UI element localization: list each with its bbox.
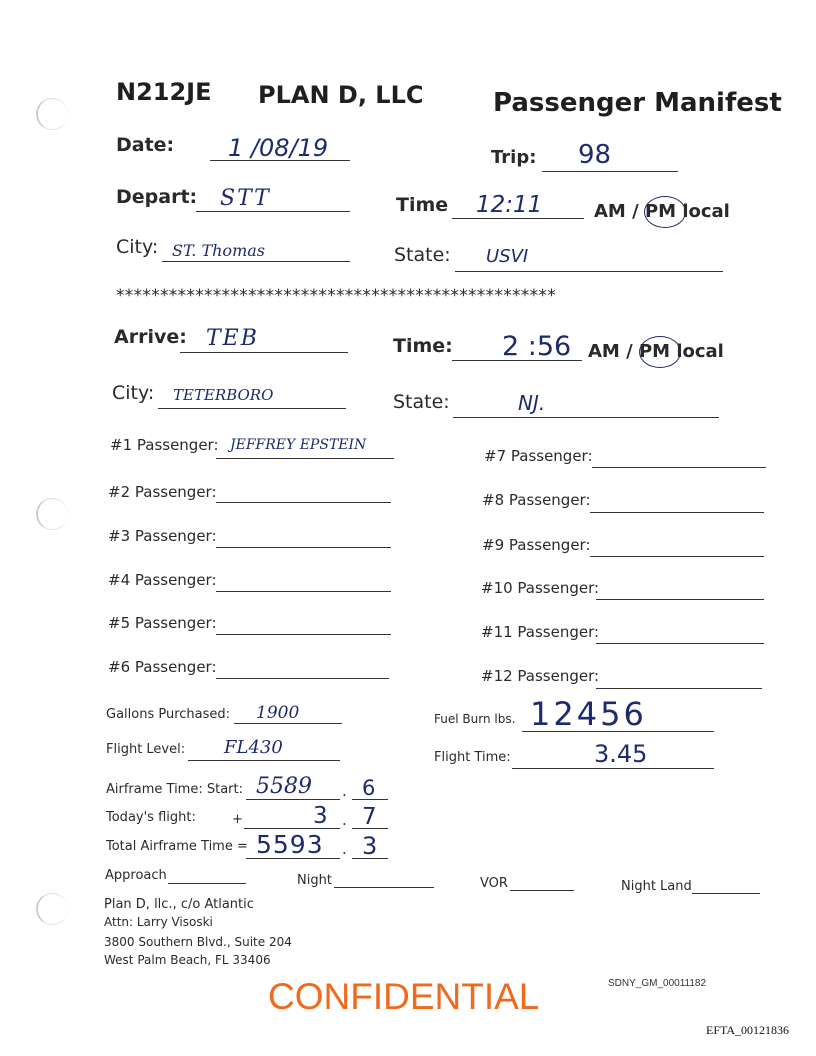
binder-hole-top xyxy=(36,98,68,130)
arrive-state-line xyxy=(453,417,719,418)
arrive-city-line xyxy=(158,408,346,409)
address-line-4: West Palm Beach, FL 33406 xyxy=(104,953,271,967)
vor-line xyxy=(510,890,574,891)
approach-label: Approach xyxy=(105,868,167,883)
depart-time-label: Time xyxy=(396,194,449,216)
passenger-7-label: #7 Passenger: xyxy=(484,447,593,465)
gallons-purchased-value: 1900 xyxy=(256,703,300,723)
todays-flight-dot: . xyxy=(342,811,347,829)
todays-flight-whole: 3 xyxy=(313,803,328,829)
date-value: 1 /08/19 xyxy=(228,134,329,162)
arrive-line xyxy=(180,352,348,353)
passenger-5-label: #5 Passenger: xyxy=(108,614,217,632)
airframe-start-whole: 5589 xyxy=(256,774,312,799)
passenger-3-line xyxy=(216,547,391,548)
arrive-value: TEB xyxy=(206,326,259,351)
arrive-ampm-local: AM / PM local xyxy=(588,341,724,362)
todays-flight-label: Today's flight: xyxy=(106,810,196,825)
flight-time-label: Flight Time: xyxy=(434,750,511,765)
night-land-line xyxy=(692,893,760,894)
fuel-burn-value: 12456 xyxy=(530,695,647,733)
night-label: Night xyxy=(297,873,332,888)
depart-value: STT xyxy=(220,186,271,211)
passenger-10-line xyxy=(596,599,764,600)
address-line-1: Plan D, llc., c/o Atlantic xyxy=(104,897,254,912)
date-label: Date: xyxy=(116,134,175,156)
passenger-4-line xyxy=(216,591,391,592)
night-line xyxy=(334,887,434,888)
address-line-3: 3800 Southern Blvd., Suite 204 xyxy=(104,935,292,949)
confidential-stamp: CONFIDENTIAL xyxy=(268,976,540,1017)
flight-level-label: Flight Level: xyxy=(106,742,186,757)
flight-level-line xyxy=(188,760,340,761)
passenger-3-label: #3 Passenger: xyxy=(108,527,217,545)
passenger-1-label: #1 Passenger: xyxy=(110,436,219,454)
arrive-city-value: TETERBORO xyxy=(173,386,274,404)
depart-state-line xyxy=(455,271,723,272)
depart-city-label: City: xyxy=(116,236,159,258)
passenger-11-line xyxy=(596,643,764,644)
arrive-time-label: Time: xyxy=(393,335,453,357)
trip-value: 98 xyxy=(578,140,612,170)
arrive-label: Arrive: xyxy=(114,326,187,348)
total-airframe-dot: . xyxy=(342,840,347,858)
flight-level-value: FL430 xyxy=(224,737,283,758)
total-airframe-dec: 3 xyxy=(362,832,378,860)
airframe-start-dec: 6 xyxy=(362,776,376,800)
airframe-start-label: Airframe Time: Start: xyxy=(106,782,243,797)
depart-label: Depart: xyxy=(116,186,198,208)
trip-label: Trip: xyxy=(491,147,537,168)
vor-label: VOR xyxy=(480,876,508,891)
passenger-6-line xyxy=(216,678,389,679)
arrive-state-label: State: xyxy=(393,391,450,413)
passenger-8-label: #8 Passenger: xyxy=(482,491,591,509)
depart-time-line xyxy=(452,218,584,219)
gallons-purchased-line xyxy=(234,723,342,724)
todays-flight-dec: 7 xyxy=(362,804,377,830)
passenger-2-label: #2 Passenger: xyxy=(108,483,217,501)
total-airframe-whole: 5593 xyxy=(256,830,324,859)
efta-number: EFTA_00121836 xyxy=(706,1023,790,1037)
bates-number: SDNY_GM_00011182 xyxy=(608,978,707,989)
depart-state-value: USVI xyxy=(486,246,529,267)
binder-hole-middle xyxy=(36,498,68,530)
depart-state-label: State: xyxy=(394,244,451,266)
passenger-8-line xyxy=(590,512,764,513)
depart-city-line xyxy=(162,261,350,262)
trip-line xyxy=(542,171,678,172)
depart-line xyxy=(196,211,350,212)
passenger-12-line xyxy=(596,688,762,689)
passenger-6-label: #6 Passenger: xyxy=(108,658,217,676)
company-name: PLAN D, LLC xyxy=(258,81,424,109)
page-title: Passenger Manifest xyxy=(493,88,782,118)
passenger-11-label: #11 Passenger: xyxy=(481,623,600,641)
flight-time-line xyxy=(512,768,714,769)
passenger-9-line xyxy=(590,556,764,557)
tail-number: N212JE xyxy=(116,78,212,106)
address-line-2: Attn: Larry Visoski xyxy=(104,915,213,929)
flight-time-value: 3.45 xyxy=(594,740,648,768)
passenger-5-line xyxy=(216,634,391,635)
airframe-start-whole-line xyxy=(246,799,340,800)
passenger-2-line xyxy=(216,502,391,503)
passenger-1-value: JEFFREY EPSTEIN xyxy=(230,437,367,453)
passenger-1-line xyxy=(216,458,394,459)
arrive-time-value: 2 :56 xyxy=(502,331,572,362)
depart-ampm-local: AM / PM local xyxy=(594,201,730,222)
airframe-start-dot: . xyxy=(342,782,347,800)
depart-city-value: ST. Thomas xyxy=(172,241,265,260)
total-airframe-label: Total Airframe Time = xyxy=(106,839,248,854)
fuel-burn-label: Fuel Burn lbs. xyxy=(434,712,516,726)
gallons-purchased-label: Gallons Purchased: xyxy=(106,707,231,722)
arrive-city-label: City: xyxy=(112,382,155,404)
passenger-9-label: #9 Passenger: xyxy=(482,536,591,554)
passenger-10-label: #10 Passenger: xyxy=(481,579,600,597)
todays-flight-plus: + xyxy=(232,812,243,827)
depart-time-value: 12:11 xyxy=(476,192,543,218)
passenger-4-label: #4 Passenger: xyxy=(108,571,217,589)
arrive-state-value: NJ. xyxy=(518,391,546,415)
passenger-12-label: #12 Passenger: xyxy=(481,667,600,685)
passenger-7-line xyxy=(592,467,766,468)
approach-line xyxy=(168,883,246,884)
night-land-label: Night Land xyxy=(621,879,692,894)
separator-asterisks: ************************************************** xyxy=(116,286,556,306)
binder-hole-bottom xyxy=(36,893,68,925)
